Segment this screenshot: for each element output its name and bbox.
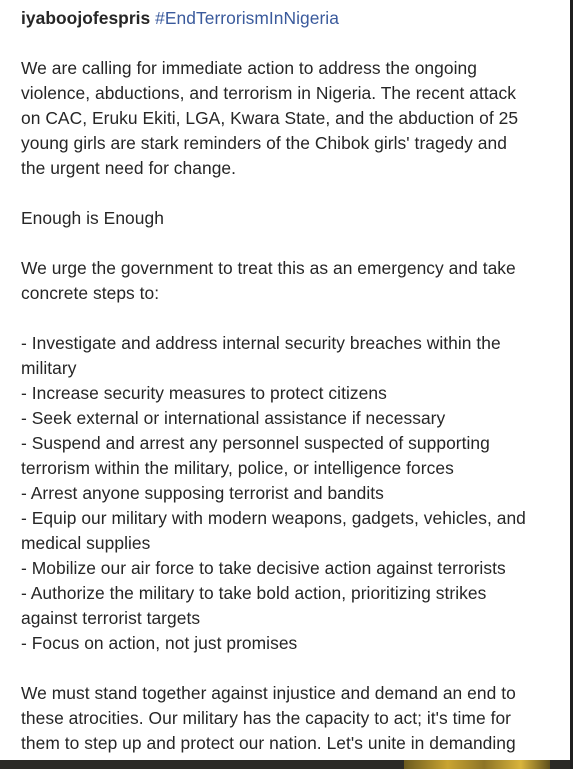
list-item: - Mobilize our air force to take decisive action against terrorists	[21, 558, 506, 578]
paragraph-gap	[21, 181, 569, 206]
list-item: - Authorize the military to take bold action, prioritizing strikes	[21, 583, 487, 603]
caption-line: We urge the government to treat this as an emergency and take	[21, 258, 516, 278]
caption-header	[21, 6, 569, 31]
paragraph-closing	[21, 681, 569, 756]
post-caption	[21, 0, 569, 756]
username-link[interactable]: iyaboojofespris	[21, 8, 151, 28]
caption-line: violence, abductions, and terrorism in Nigeria. The recent attack	[21, 83, 516, 103]
list-item: - Seek external or international assistance if necessary	[21, 408, 446, 428]
caption-line: the urgent need for change.	[21, 158, 237, 178]
list-item: - Increase security measures to protect citizens	[21, 383, 387, 403]
caption-line: We are calling for immediate action to address the ongoing	[21, 58, 477, 78]
paragraph-gap	[21, 306, 569, 331]
list-item: terrorism within the military, police, or intelligence forces	[21, 458, 454, 478]
caption-line: on CAC, Eruku Ekiti, LGA, Kwara State, and the abduction of 25	[21, 108, 519, 128]
caption-line: concrete steps to:	[21, 283, 160, 303]
list-item: medical supplies	[21, 533, 151, 553]
paragraph-intro	[21, 56, 569, 181]
caption-line: We must stand together against injustice and demand an end to	[21, 683, 516, 703]
caption-line: young girls are stark reminders of the Chibok girls' tragedy and	[21, 133, 507, 153]
paragraph-gap	[21, 231, 569, 256]
image-thumbnail-strip	[404, 760, 550, 769]
list-item: - Focus on action, not just promises	[21, 633, 298, 653]
paragraph-urge	[21, 256, 569, 306]
paragraph-gap	[21, 656, 569, 681]
list-item: against terrorist targets	[21, 608, 201, 628]
list-item: - Investigate and address internal security breaches within the	[21, 333, 501, 353]
list-item: - Equip our military with modern weapons, gadgets, vehicles, and	[21, 508, 526, 528]
paragraph-gap	[21, 31, 569, 56]
caption-line: these atrocities. Our military has the capacity to act; it's time for	[21, 708, 512, 728]
list-item: - Arrest anyone supposing terrorist and bandits	[21, 483, 384, 503]
list-item: military	[21, 358, 77, 378]
hashtag-link[interactable]: #EndTerrorismInNigeria	[155, 8, 339, 28]
demands-list	[21, 331, 569, 656]
caption-line: them to step up and protect our nation. Let's unite in demanding	[21, 733, 516, 753]
paragraph-slogan: Enough is Enough	[21, 208, 164, 228]
list-item: - Suspend and arrest any personnel suspected of supporting	[21, 433, 490, 453]
